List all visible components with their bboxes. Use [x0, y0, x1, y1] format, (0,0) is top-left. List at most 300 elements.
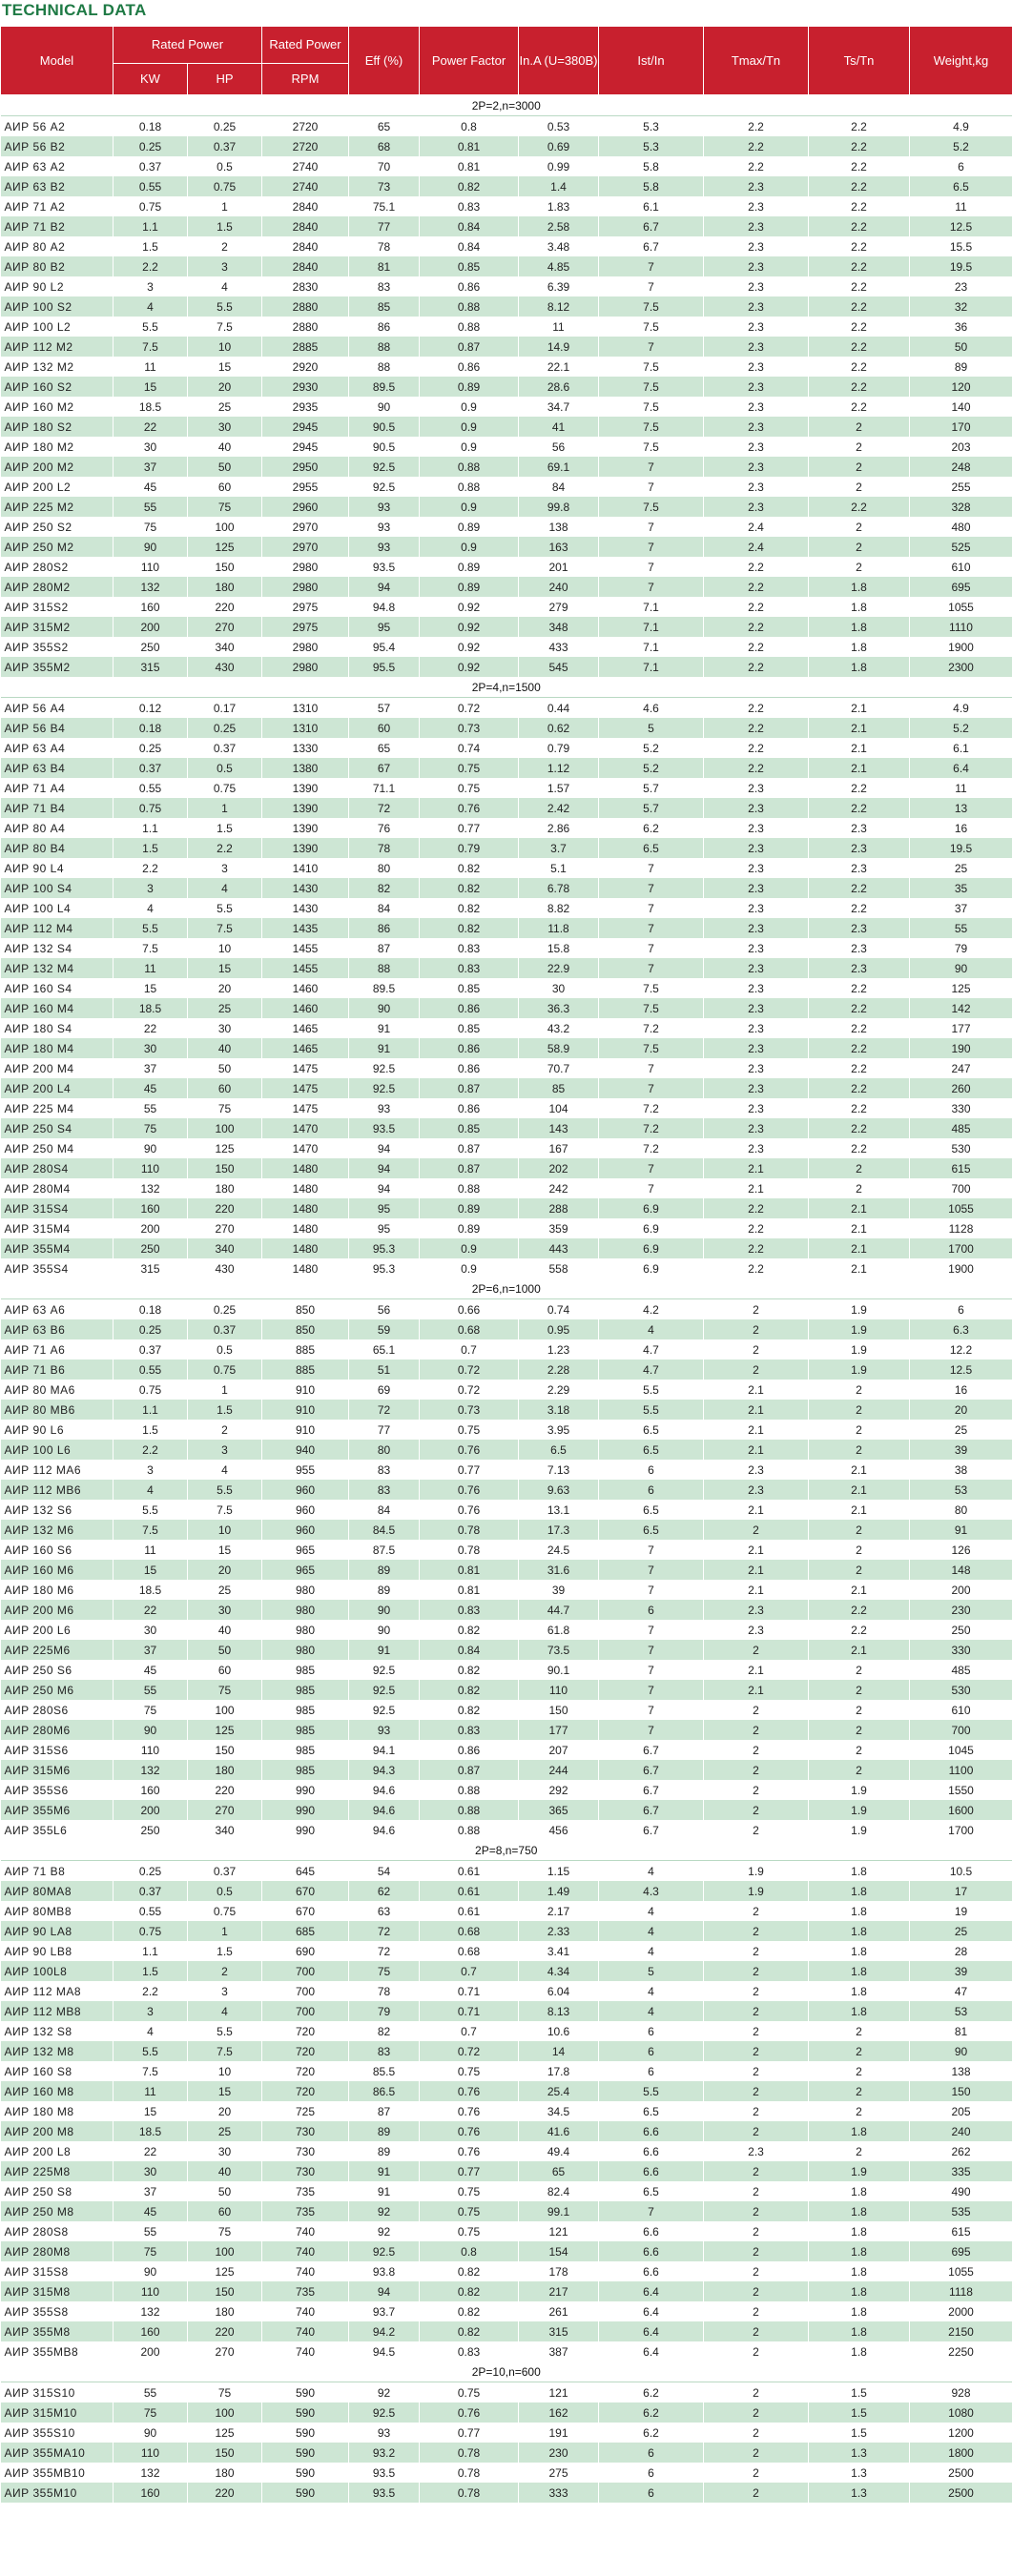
cell-eff: 94 — [349, 577, 420, 597]
cell-tmax-tn: 2.3 — [704, 196, 809, 216]
cell-eff: 75 — [349, 1961, 420, 1981]
cell-kw: 0.75 — [114, 1921, 188, 1941]
cell-model: АИР 160 М2 — [1, 397, 114, 417]
cell-model: АИР 200 М2 — [1, 457, 114, 477]
cell-eff: 92.5 — [349, 477, 420, 497]
cell-ist-in: 6.5 — [599, 838, 704, 858]
cell-in-a: 3.95 — [519, 1420, 599, 1440]
cell-weight: 80 — [910, 1500, 1012, 1520]
cell-in-a: 143 — [519, 1118, 599, 1138]
cell-model: АИР 200 М6 — [1, 1600, 114, 1620]
cell-model: АИР 315М4 — [1, 1218, 114, 1238]
header-rated-power-rpm: Rated Power — [262, 27, 349, 64]
table-row — [1, 1158, 1012, 1178]
table-row — [1, 2241, 1012, 2261]
cell-hp: 100 — [188, 2402, 262, 2423]
table-row — [1, 898, 1012, 918]
cell-eff: 91 — [349, 2181, 420, 2201]
cell-hp: 0.37 — [188, 1861, 262, 1882]
cell-weight: 38 — [910, 1460, 1012, 1480]
cell-hp: 7.5 — [188, 317, 262, 337]
cell-ts-tn: 2.2 — [809, 1078, 910, 1098]
cell-ts-tn: 2.1 — [809, 1500, 910, 1520]
cell-kw: 11 — [114, 2081, 188, 2101]
cell-hp: 220 — [188, 597, 262, 617]
cell-power-factor: 0.76 — [420, 1440, 519, 1460]
cell-tmax-tn: 2.1 — [704, 1680, 809, 1700]
cell-model: АИР 225 М4 — [1, 1098, 114, 1118]
cell-ist-in: 5.3 — [599, 136, 704, 156]
cell-tmax-tn: 2 — [704, 1299, 809, 1320]
cell-tmax-tn: 2 — [704, 1740, 809, 1760]
cell-hp: 150 — [188, 1158, 262, 1178]
cell-ist-in: 7.5 — [599, 377, 704, 397]
cell-model: АИР 200 L2 — [1, 477, 114, 497]
cell-hp: 220 — [188, 2321, 262, 2341]
cell-weight: 328 — [910, 497, 1012, 517]
cell-kw: 0.37 — [114, 156, 188, 176]
group-label: 2P=10,n=600 — [1, 2361, 1012, 2382]
cell-power-factor: 0.89 — [420, 1198, 519, 1218]
cell-tmax-tn: 2.3 — [704, 1058, 809, 1078]
cell-ist-in: 6.5 — [599, 1520, 704, 1540]
cell-ts-tn: 1.9 — [809, 1339, 910, 1360]
cell-rpm: 1310 — [262, 698, 349, 719]
cell-kw: 15 — [114, 2101, 188, 2121]
cell-rpm: 725 — [262, 2101, 349, 2121]
cell-hp: 0.17 — [188, 698, 262, 719]
cell-rpm: 2885 — [262, 337, 349, 357]
table-row — [1, 1460, 1012, 1480]
cell-in-a: 138 — [519, 517, 599, 537]
cell-kw: 37 — [114, 1058, 188, 1078]
cell-kw: 22 — [114, 1018, 188, 1038]
cell-ts-tn: 2.2 — [809, 116, 910, 137]
cell-ist-in: 4 — [599, 1921, 704, 1941]
cell-model: АИР 90 LB8 — [1, 1941, 114, 1961]
cell-ist-in: 6.9 — [599, 1198, 704, 1218]
cell-eff: 72 — [349, 1400, 420, 1420]
cell-eff: 95 — [349, 1218, 420, 1238]
table-row — [1, 2261, 1012, 2281]
cell-weight: 142 — [910, 998, 1012, 1018]
cell-ts-tn: 2.3 — [809, 958, 910, 978]
cell-tmax-tn: 2 — [704, 2101, 809, 2121]
cell-power-factor: 0.82 — [420, 176, 519, 196]
cell-weight: 50 — [910, 337, 1012, 357]
cell-kw: 55 — [114, 1098, 188, 1118]
cell-tmax-tn: 2 — [704, 1780, 809, 1800]
cell-weight: 126 — [910, 1540, 1012, 1560]
cell-tmax-tn: 2 — [704, 2402, 809, 2423]
table-row — [1, 637, 1012, 657]
table-row — [1, 457, 1012, 477]
group-row — [1, 677, 1012, 698]
cell-eff: 90 — [349, 1600, 420, 1620]
table-row — [1, 296, 1012, 317]
cell-in-a: 31.6 — [519, 1560, 599, 1580]
table-row — [1, 1238, 1012, 1258]
table-row — [1, 918, 1012, 938]
cell-power-factor: 0.88 — [420, 317, 519, 337]
cell-weight: 525 — [910, 537, 1012, 557]
cell-weight: 53 — [910, 2001, 1012, 2021]
cell-weight: 6 — [910, 156, 1012, 176]
cell-in-a: 279 — [519, 597, 599, 617]
cell-tmax-tn: 2.1 — [704, 1560, 809, 1580]
table-row — [1, 517, 1012, 537]
cell-weight: 19.5 — [910, 838, 1012, 858]
cell-weight: 248 — [910, 457, 1012, 477]
cell-power-factor: 0.75 — [420, 778, 519, 798]
cell-power-factor: 0.75 — [420, 2181, 519, 2201]
cell-ist-in: 7.5 — [599, 998, 704, 1018]
cell-ist-in: 6.6 — [599, 2161, 704, 2181]
cell-power-factor: 0.76 — [420, 2101, 519, 2121]
cell-in-a: 2.42 — [519, 798, 599, 818]
cell-kw: 1.1 — [114, 1400, 188, 1420]
cell-kw: 22 — [114, 2141, 188, 2161]
table-row — [1, 1861, 1012, 1882]
cell-eff: 93 — [349, 1720, 420, 1740]
cell-kw: 5.5 — [114, 2041, 188, 2061]
cell-ts-tn: 2.2 — [809, 236, 910, 256]
cell-kw: 250 — [114, 1238, 188, 1258]
cell-rpm: 990 — [262, 1820, 349, 1840]
cell-hp: 1 — [188, 1380, 262, 1400]
cell-hp: 100 — [188, 517, 262, 537]
cell-model: АИР 132 М6 — [1, 1520, 114, 1540]
cell-ist-in: 7 — [599, 1178, 704, 1198]
cell-power-factor: 0.92 — [420, 637, 519, 657]
cell-in-a: 240 — [519, 577, 599, 597]
cell-hp: 1 — [188, 798, 262, 818]
cell-in-a: 0.44 — [519, 698, 599, 719]
cell-in-a: 359 — [519, 1218, 599, 1238]
cell-model: АИР 180 S2 — [1, 417, 114, 437]
cell-power-factor: 0.9 — [420, 1238, 519, 1258]
cell-ist-in: 6.5 — [599, 2101, 704, 2121]
cell-in-a: 333 — [519, 2483, 599, 2503]
cell-ist-in: 4 — [599, 1901, 704, 1921]
cell-eff: 88 — [349, 337, 420, 357]
cell-ts-tn: 1.8 — [809, 2181, 910, 2201]
cell-rpm: 1455 — [262, 958, 349, 978]
cell-ts-tn: 1.5 — [809, 2382, 910, 2403]
cell-ts-tn: 1.8 — [809, 1881, 910, 1901]
cell-ts-tn: 2 — [809, 1680, 910, 1700]
cell-rpm: 1480 — [262, 1198, 349, 1218]
cell-in-a: 7.13 — [519, 1460, 599, 1480]
cell-model: АИР 80 А4 — [1, 818, 114, 838]
cell-hp: 7.5 — [188, 2041, 262, 2061]
cell-in-a: 8.12 — [519, 296, 599, 317]
cell-rpm: 910 — [262, 1400, 349, 1420]
cell-eff: 93 — [349, 537, 420, 557]
cell-eff: 72 — [349, 798, 420, 818]
cell-eff: 88 — [349, 958, 420, 978]
cell-eff: 94.5 — [349, 2341, 420, 2361]
cell-model: АИР 280S2 — [1, 557, 114, 577]
cell-kw: 0.12 — [114, 698, 188, 719]
cell-tmax-tn: 2 — [704, 1820, 809, 1840]
cell-rpm: 2945 — [262, 417, 349, 437]
cell-power-factor: 0.87 — [420, 1138, 519, 1158]
cell-tmax-tn: 2.3 — [704, 858, 809, 878]
table-row — [1, 1961, 1012, 1981]
cell-power-factor: 0.76 — [420, 798, 519, 818]
table-row — [1, 236, 1012, 256]
cell-rpm: 730 — [262, 2141, 349, 2161]
cell-model: АИР 112 МВ8 — [1, 2001, 114, 2021]
cell-power-factor: 0.9 — [420, 417, 519, 437]
cell-eff: 89.5 — [349, 978, 420, 998]
cell-ts-tn: 1.3 — [809, 2483, 910, 2503]
cell-ts-tn: 1.8 — [809, 2201, 910, 2221]
cell-ts-tn: 2.2 — [809, 798, 910, 818]
cell-hp: 5.5 — [188, 2021, 262, 2041]
cell-kw: 15 — [114, 1560, 188, 1580]
cell-model: АИР 90 L6 — [1, 1420, 114, 1440]
cell-kw: 55 — [114, 497, 188, 517]
table-row — [1, 2121, 1012, 2141]
header-model: Model — [1, 27, 114, 95]
cell-power-factor: 0.77 — [420, 2161, 519, 2181]
cell-eff: 69 — [349, 1380, 420, 1400]
cell-in-a: 22.1 — [519, 357, 599, 377]
cell-ts-tn: 1.8 — [809, 2001, 910, 2021]
cell-in-a: 8.82 — [519, 898, 599, 918]
cell-model: АИР 90 LA8 — [1, 1921, 114, 1941]
cell-weight: 20 — [910, 1400, 1012, 1420]
cell-ts-tn: 1.9 — [809, 1780, 910, 1800]
cell-eff: 94.6 — [349, 1820, 420, 1840]
group-row — [1, 2361, 1012, 2382]
cell-eff: 72 — [349, 1921, 420, 1941]
cell-kw: 0.55 — [114, 1901, 188, 1921]
cell-kw: 7.5 — [114, 1520, 188, 1540]
cell-kw: 45 — [114, 477, 188, 497]
cell-in-a: 4.34 — [519, 1961, 599, 1981]
cell-model: АИР 71 В2 — [1, 216, 114, 236]
cell-eff: 84.5 — [349, 1520, 420, 1540]
cell-ts-tn: 2 — [809, 417, 910, 437]
cell-in-a: 10.6 — [519, 2021, 599, 2041]
cell-ist-in: 6 — [599, 2041, 704, 2061]
cell-hp: 1.5 — [188, 818, 262, 838]
cell-rpm: 590 — [262, 2463, 349, 2483]
cell-rpm: 1470 — [262, 1138, 349, 1158]
cell-tmax-tn: 2.3 — [704, 236, 809, 256]
cell-tmax-tn: 2 — [704, 2423, 809, 2443]
cell-hp: 0.75 — [188, 1360, 262, 1380]
cell-ist-in: 6.2 — [599, 2402, 704, 2423]
cell-ts-tn: 1.8 — [809, 2261, 910, 2281]
cell-model: АИР 56 В4 — [1, 718, 114, 738]
cell-kw: 160 — [114, 1198, 188, 1218]
cell-eff: 83 — [349, 276, 420, 296]
cell-ts-tn: 2 — [809, 1380, 910, 1400]
cell-model: АИР 280S6 — [1, 1700, 114, 1720]
cell-ist-in: 7 — [599, 1158, 704, 1178]
cell-ts-tn: 1.8 — [809, 2321, 910, 2341]
cell-rpm: 2945 — [262, 437, 349, 457]
cell-ist-in: 7 — [599, 1620, 704, 1640]
cell-rpm: 2980 — [262, 577, 349, 597]
cell-hp: 125 — [188, 537, 262, 557]
cell-weight: 89 — [910, 357, 1012, 377]
table-row — [1, 216, 1012, 236]
table-row — [1, 1319, 1012, 1339]
cell-power-factor: 0.82 — [420, 878, 519, 898]
cell-power-factor: 0.82 — [420, 1700, 519, 1720]
cell-model: АИР 71 А2 — [1, 196, 114, 216]
cell-model: АИР 200 L8 — [1, 2141, 114, 2161]
cell-eff: 65 — [349, 738, 420, 758]
cell-tmax-tn: 2.3 — [704, 377, 809, 397]
cell-ts-tn: 2.3 — [809, 938, 910, 958]
cell-hp: 220 — [188, 2483, 262, 2503]
cell-eff: 85.5 — [349, 2061, 420, 2081]
cell-ts-tn: 2 — [809, 1700, 910, 1720]
cell-rpm: 910 — [262, 1380, 349, 1400]
table-row — [1, 1258, 1012, 1278]
cell-hp: 2 — [188, 1961, 262, 1981]
cell-ts-tn: 2 — [809, 1540, 910, 1560]
cell-in-a: 558 — [519, 1258, 599, 1278]
table-row — [1, 1360, 1012, 1380]
cell-hp: 2 — [188, 1420, 262, 1440]
cell-ts-tn: 2 — [809, 557, 910, 577]
cell-eff: 62 — [349, 1881, 420, 1901]
cell-tmax-tn: 2.3 — [704, 818, 809, 838]
cell-kw: 1.5 — [114, 1961, 188, 1981]
cell-ts-tn: 2 — [809, 1740, 910, 1760]
cell-in-a: 348 — [519, 617, 599, 637]
table-row — [1, 818, 1012, 838]
cell-model: АИР 355S8 — [1, 2301, 114, 2321]
cell-weight: 485 — [910, 1660, 1012, 1680]
cell-ist-in: 4 — [599, 2001, 704, 2021]
cell-model: АИР 63 А4 — [1, 738, 114, 758]
cell-weight: 250 — [910, 1620, 1012, 1640]
cell-eff: 85 — [349, 296, 420, 317]
cell-tmax-tn: 2 — [704, 2201, 809, 2221]
cell-ist-in: 7.5 — [599, 397, 704, 417]
table-row — [1, 2001, 1012, 2021]
cell-in-a: 11.8 — [519, 918, 599, 938]
cell-in-a: 24.5 — [519, 1540, 599, 1560]
cell-power-factor: 0.84 — [420, 216, 519, 236]
cell-ist-in: 7 — [599, 1700, 704, 1720]
cell-power-factor: 0.88 — [420, 1178, 519, 1198]
cell-hp: 0.37 — [188, 136, 262, 156]
cell-weight: 37 — [910, 898, 1012, 918]
cell-in-a: 39 — [519, 1580, 599, 1600]
cell-power-factor: 0.7 — [420, 2021, 519, 2041]
cell-weight: 10.5 — [910, 1861, 1012, 1882]
cell-model: АИР 250 S6 — [1, 1660, 114, 1680]
cell-hp: 0.37 — [188, 738, 262, 758]
cell-kw: 75 — [114, 517, 188, 537]
cell-tmax-tn: 2.3 — [704, 417, 809, 437]
cell-eff: 72 — [349, 1941, 420, 1961]
cell-ts-tn: 1.9 — [809, 1360, 910, 1380]
cell-eff: 93.5 — [349, 1118, 420, 1138]
cell-hp: 75 — [188, 1680, 262, 1700]
cell-model: АИР 56 В2 — [1, 136, 114, 156]
cell-kw: 160 — [114, 1780, 188, 1800]
cell-in-a: 104 — [519, 1098, 599, 1118]
cell-kw: 4 — [114, 898, 188, 918]
cell-weight: 16 — [910, 1380, 1012, 1400]
cell-rpm: 2840 — [262, 256, 349, 276]
cell-eff: 86 — [349, 317, 420, 337]
cell-kw: 1.5 — [114, 1420, 188, 1440]
cell-eff: 90 — [349, 998, 420, 1018]
cell-in-a: 121 — [519, 2382, 599, 2403]
cell-eff: 91 — [349, 1640, 420, 1660]
table-row — [1, 256, 1012, 276]
cell-in-a: 178 — [519, 2261, 599, 2281]
cell-ist-in: 4.7 — [599, 1360, 704, 1380]
cell-model: АИР 80 В2 — [1, 256, 114, 276]
cell-weight: 12.2 — [910, 1339, 1012, 1360]
cell-tmax-tn: 2 — [704, 2341, 809, 2361]
cell-ts-tn: 1.8 — [809, 597, 910, 617]
cell-eff: 94.8 — [349, 597, 420, 617]
table-row — [1, 1740, 1012, 1760]
cell-model: АИР 180 М8 — [1, 2101, 114, 2121]
cell-kw: 110 — [114, 2443, 188, 2463]
cell-power-factor: 0.86 — [420, 1058, 519, 1078]
cell-power-factor: 0.73 — [420, 1400, 519, 1420]
cell-rpm: 1465 — [262, 1018, 349, 1038]
cell-ist-in: 7 — [599, 958, 704, 978]
table-row — [1, 1299, 1012, 1320]
cell-ist-in: 6.7 — [599, 216, 704, 236]
cell-rpm: 1390 — [262, 798, 349, 818]
cell-weight: 91 — [910, 1520, 1012, 1540]
cell-model: АИР 132 М2 — [1, 357, 114, 377]
cell-tmax-tn: 2.3 — [704, 397, 809, 417]
cell-in-a: 1.12 — [519, 758, 599, 778]
cell-in-a: 0.95 — [519, 1319, 599, 1339]
cell-rpm: 1480 — [262, 1218, 349, 1238]
cell-hp: 60 — [188, 1078, 262, 1098]
cell-ts-tn: 2.2 — [809, 1058, 910, 1078]
cell-power-factor: 0.9 — [420, 1258, 519, 1278]
cell-weight: 6.1 — [910, 738, 1012, 758]
cell-eff: 92.5 — [349, 1078, 420, 1098]
cell-model: АИР 355S4 — [1, 1258, 114, 1278]
cell-eff: 89 — [349, 2141, 420, 2161]
cell-eff: 83 — [349, 1460, 420, 1480]
cell-hp: 15 — [188, 1540, 262, 1560]
cell-eff: 57 — [349, 698, 420, 719]
cell-kw: 2.2 — [114, 1440, 188, 1460]
cell-ist-in: 7.5 — [599, 437, 704, 457]
table-row — [1, 1700, 1012, 1720]
cell-hp: 0.5 — [188, 156, 262, 176]
cell-rpm: 1390 — [262, 778, 349, 798]
cell-tmax-tn: 2.1 — [704, 1440, 809, 1460]
cell-tmax-tn: 2 — [704, 2241, 809, 2261]
cell-kw: 75 — [114, 2402, 188, 2423]
cell-kw: 1.5 — [114, 236, 188, 256]
cell-ist-in: 6.9 — [599, 1218, 704, 1238]
cell-weight: 25 — [910, 1921, 1012, 1941]
